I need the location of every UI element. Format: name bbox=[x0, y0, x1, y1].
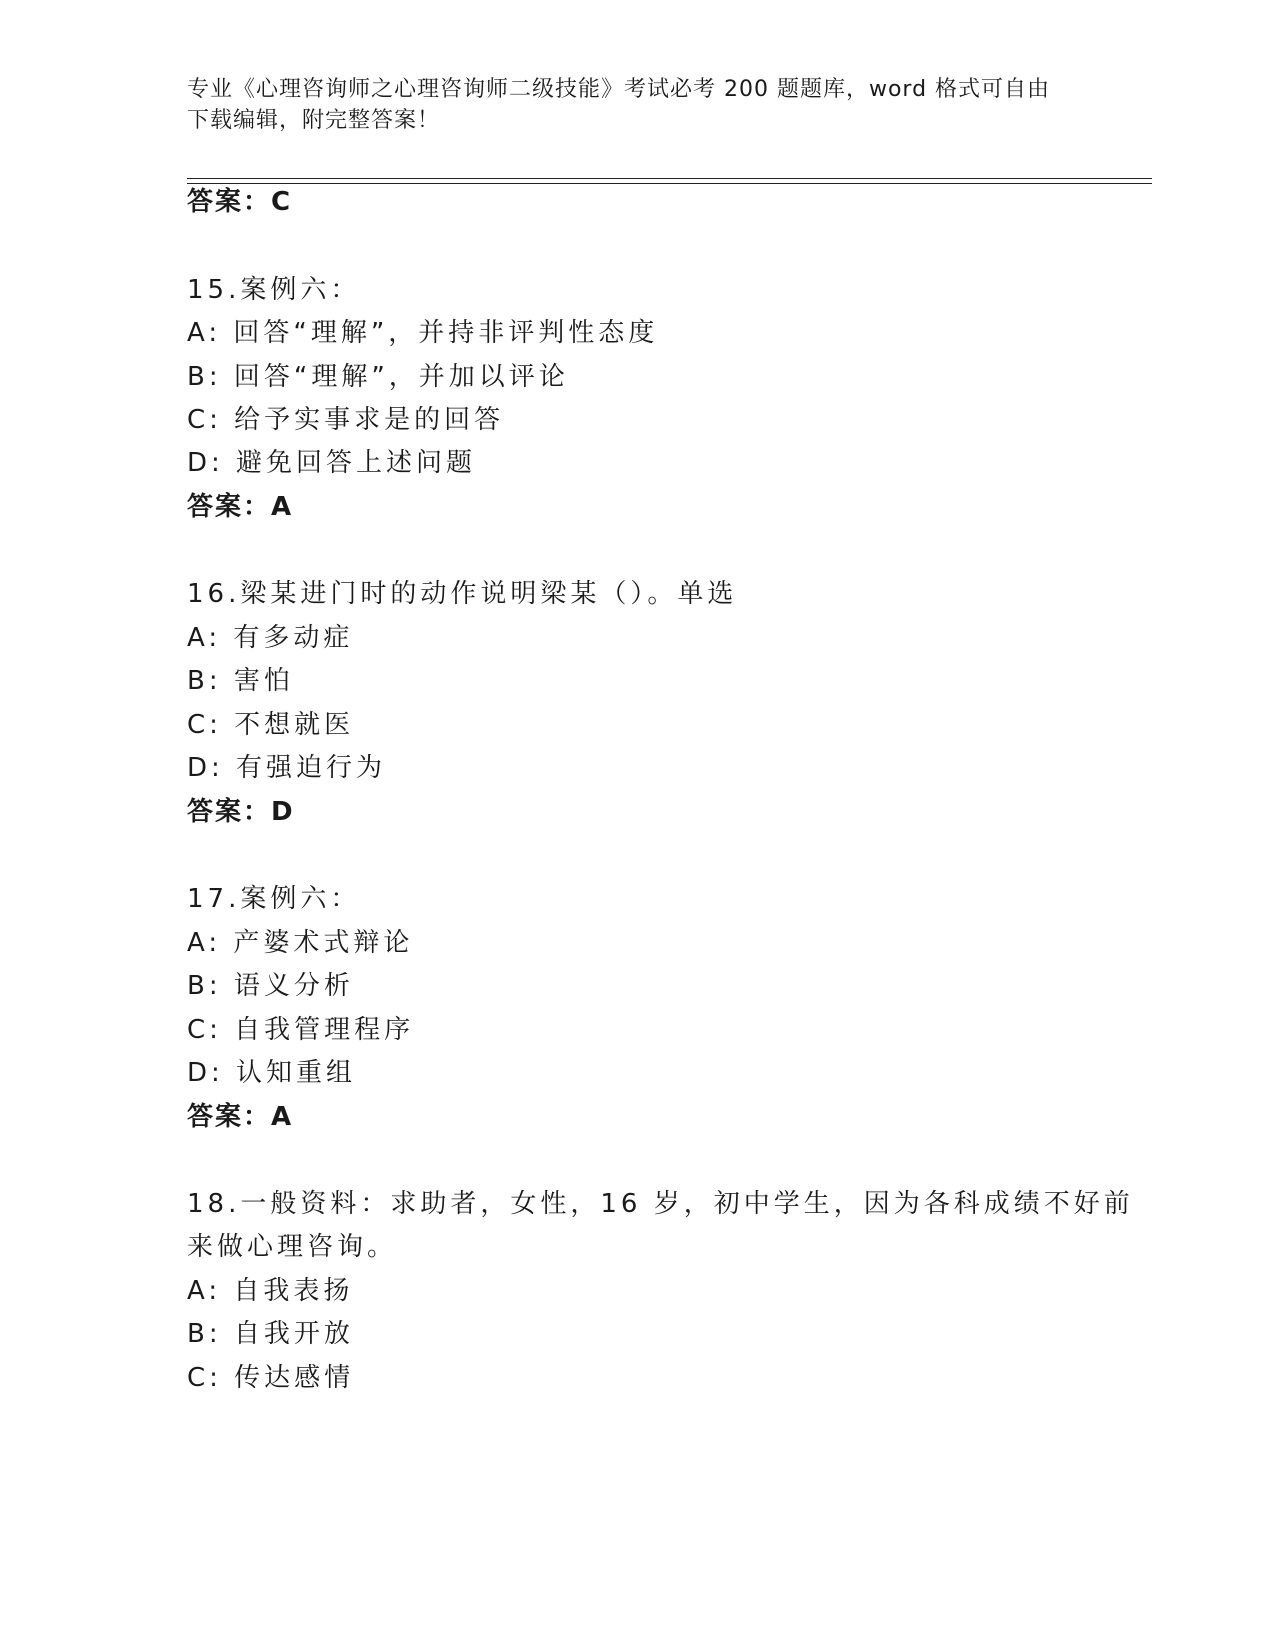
question-title: 15.案例六： bbox=[187, 275, 361, 305]
option-line: B: 语义分析 bbox=[187, 971, 354, 1001]
option-line: A: 有多动症 bbox=[187, 623, 354, 653]
question-title: 17.案例六： bbox=[187, 884, 361, 914]
answer-line: 答案：D bbox=[187, 797, 295, 827]
option-line: A: 产婆术式辩论 bbox=[187, 928, 414, 958]
document-header: 专业《心理咨询师之心理咨询师二级技能》考试必考 200 题题库，word 格式可自由下载编辑，附完整答案！ bbox=[187, 77, 1051, 133]
option-line: B: 回答“理解”，并加以评论 bbox=[187, 362, 569, 392]
option-line: D: 避免回答上述问题 bbox=[187, 448, 477, 478]
question-title-continuation: 来做心理咨询。 bbox=[187, 1232, 398, 1262]
option-line: A: 自我表扬 bbox=[187, 1276, 354, 1306]
answer-line: 答案：C bbox=[187, 187, 293, 217]
option-line: D: 认知重组 bbox=[187, 1058, 357, 1088]
option-line: D: 有强迫行为 bbox=[187, 753, 387, 783]
header-rule-bottom bbox=[187, 183, 1152, 184]
option-line: A: 回答“理解”，并持非评判性态度 bbox=[187, 318, 659, 348]
option-line: C: 自我管理程序 bbox=[187, 1015, 415, 1045]
answer-line: 答案：A bbox=[187, 1102, 294, 1132]
option-line: C: 传达感情 bbox=[187, 1363, 355, 1393]
option-line: B: 害怕 bbox=[187, 666, 294, 696]
option-line: C: 给予实事求是的回答 bbox=[187, 405, 505, 435]
header-rule-top bbox=[187, 178, 1152, 179]
question-title: 18.一般资料：求助者，女性，16 岁，初中学生，因为各科成绩不好前 bbox=[187, 1189, 1134, 1219]
option-line: B: 自我开放 bbox=[187, 1319, 354, 1349]
answer-line: 答案：A bbox=[187, 492, 294, 522]
option-line: C: 不想就医 bbox=[187, 710, 355, 740]
question-title: 16.梁某进门时的动作说明梁某（）。单选 bbox=[187, 579, 738, 609]
